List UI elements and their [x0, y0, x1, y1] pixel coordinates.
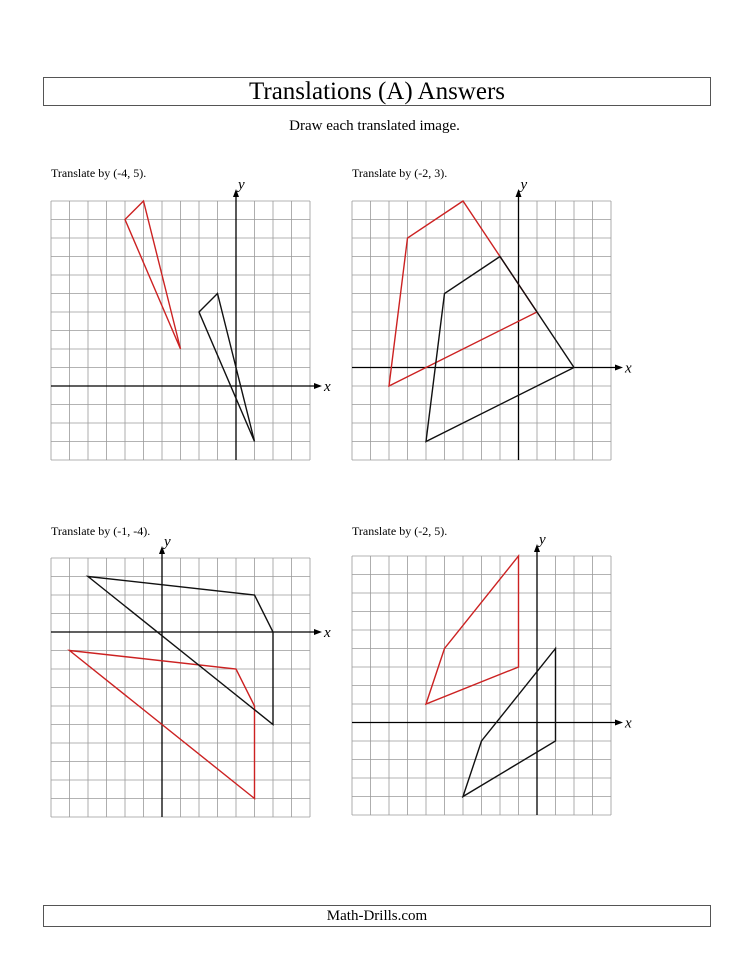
- instructions: Draw each translated image.: [289, 118, 460, 134]
- x-axis-arrow-icon: [615, 720, 623, 726]
- grid-lines: [352, 201, 611, 460]
- grid-lines: [352, 556, 611, 815]
- problem-2-prompt: Translate by (-2, 3).: [352, 166, 448, 180]
- footer: [43, 905, 711, 927]
- title-text: Translations (A) Answers: [248, 77, 506, 105]
- problem-1-coordinate-grid: [51, 177, 331, 465]
- problem-3-coordinate-grid: [51, 534, 333, 821]
- y-axis-label: y: [539, 532, 546, 548]
- grid-lines: [51, 558, 310, 817]
- x-axis-label: x: [324, 625, 331, 641]
- problem-2-coordinate-grid: [352, 177, 638, 465]
- problem-4-coordinate-grid: [352, 532, 636, 821]
- x-axis-label: x: [625, 715, 632, 732]
- x-axis-label: x: [625, 360, 632, 377]
- x-axis-label: x: [324, 379, 331, 395]
- y-axis-label: y: [164, 534, 171, 550]
- footer-text: Math-Drills.com: [326, 907, 428, 924]
- worksheet-title: [43, 77, 711, 106]
- y-axis-label: y: [520, 177, 528, 193]
- x-axis-arrow-icon: [314, 383, 322, 389]
- x-axis-arrow-icon: [615, 365, 623, 371]
- problem-3-prompt: Translate by (-1, -4).: [51, 524, 151, 538]
- x-axis-arrow-icon: [314, 629, 322, 635]
- grid-lines: [51, 201, 310, 460]
- y-axis-label: y: [238, 177, 245, 193]
- problem-1-prompt: Translate by (-4, 5).: [51, 166, 147, 180]
- problem-4-prompt: Translate by (-2, 5).: [352, 524, 448, 538]
